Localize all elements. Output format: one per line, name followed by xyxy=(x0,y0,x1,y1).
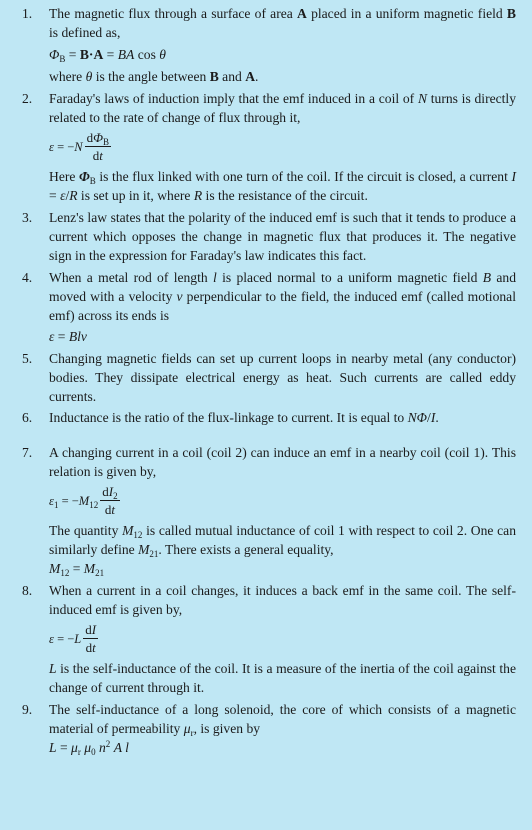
equation: ε = −L $\frac{dI}{dt}$ xyxy=(49,622,97,655)
item-text-after: Here $\Phi_B$ is the flux linked with one turn of the coil. If the circuit is closed, a current I = ε/R is set up in it, where R is the resistance of the circuit. xyxy=(49,169,517,203)
item-text: Inductance is the ratio of the flux-linkage to current. It is equal to NΦ/I. xyxy=(49,410,439,425)
item-text: A changing current in a coil (coil 2) can induce an emf in a nearby coil (coil 1). This relation is given by, xyxy=(49,445,516,479)
equation: $L = \mu_r$ $\mu_0$ $n^2$ A l xyxy=(49,739,129,757)
item-text: The magnetic flux through a surface of area A placed in a uniform magnetic field B is defined as, xyxy=(49,6,516,40)
item-number: 7. xyxy=(22,445,33,460)
list-item xyxy=(17,208,516,265)
list-item xyxy=(17,268,516,346)
equation: $\varepsilon_1 = -M_{12}$ $\frac{dI_2}{dt}$ xyxy=(49,484,118,517)
list-item xyxy=(17,443,516,578)
item-number: 4. xyxy=(22,270,33,285)
equation: $\Phi_B = B\cdot A$ = BA cos θ xyxy=(49,47,166,64)
item-text-after: where θ is the angle between B and A. xyxy=(49,69,259,84)
item-number: 1. xyxy=(22,6,33,21)
list-item xyxy=(17,581,516,697)
list-item xyxy=(17,89,516,205)
item-number: 8. xyxy=(22,583,33,598)
item-text: Lenz's law states that the polarity of the induced emf is such that it tends to produce a current which opposes the change in magnetic flux that produces it. The negative sign in the expression for Faraday's law indicates this fact. xyxy=(49,210,516,263)
item-text-after: The quantity $M_{12}$ is called mutual inductance of coil 1 with respect to coil 2. One can similarly define $M_{21}$. There exists a general equality, xyxy=(49,523,516,559)
item-text: Faraday's laws of induction imply that the emf induced in a coil of N turns is directly related to the rate of change of flux through it, xyxy=(49,91,517,125)
item-number: 3. xyxy=(22,210,33,225)
item-number: 6. xyxy=(22,410,33,425)
item-text: Changing magnetic fields can set up current loops in nearby metal (any conductor) bodies. They dissipate electrical energy as heat. Such currents are called eddy currents. xyxy=(49,351,516,404)
item-text: The self-inductance of a long solenoid, the core of which consists of a magnetic material of permeability $\mu_r$, is given by xyxy=(49,702,516,738)
equation: ε = Blv xyxy=(49,329,87,344)
equation-2: $M_{12} = M_{21}$ xyxy=(49,561,105,578)
item-number: 5. xyxy=(22,351,33,366)
list-item xyxy=(17,349,516,406)
list-item xyxy=(17,4,516,86)
list-item xyxy=(17,408,516,427)
equation: ε = −N $\frac{d\Phi_B}{dt}$ xyxy=(49,130,110,163)
item-text-after: L is the self-inductance of the coil. It is a measure of the inertia of the coil against the change of current through it. xyxy=(49,661,516,695)
item-text: When a current in a coil changes, it induces a back emf in the same coil. The self-induced emf is given by, xyxy=(49,583,516,617)
list-item xyxy=(17,700,516,757)
item-number: 9. xyxy=(22,702,33,717)
item-text: When a metal rod of length l is placed normal to a uniform magnetic field B and moved with a velocity v perpendicular to the field, the induced emf (called motional emf) across its ends is xyxy=(49,270,517,323)
item-number: 2. xyxy=(22,91,33,106)
